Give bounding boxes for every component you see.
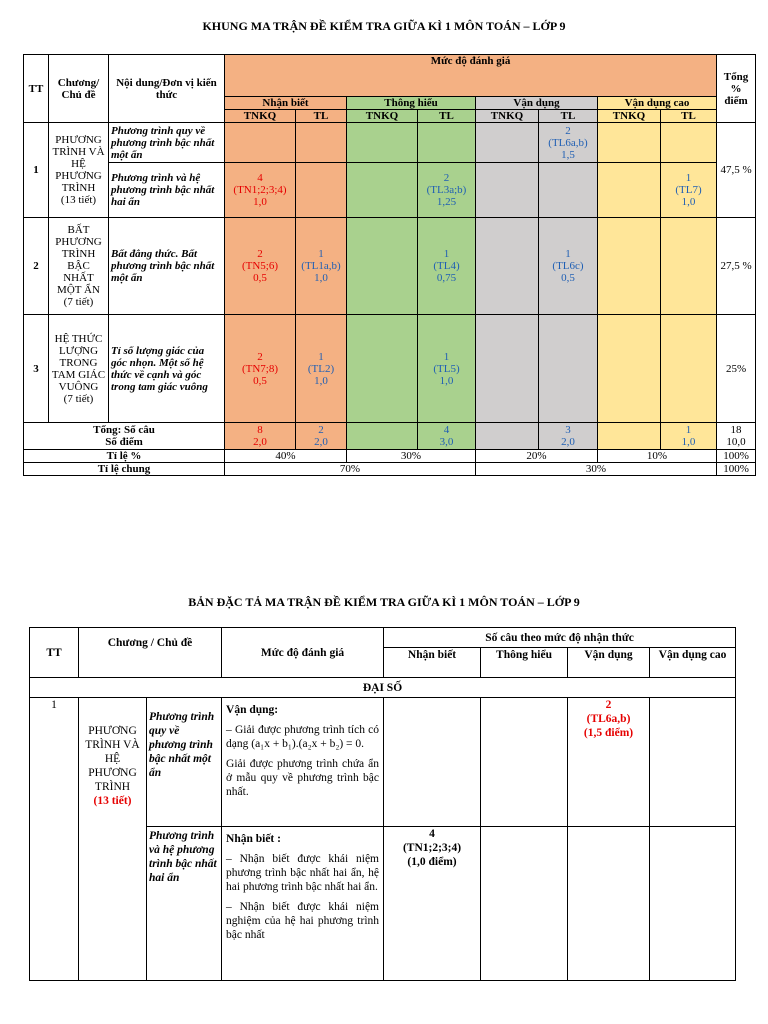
cell-nb-tnkq: 2 (TN5;6) 0,5 <box>225 218 296 315</box>
header-chuong: Chương/ Chủ đề <box>49 55 109 123</box>
total-all: 18 10,0 <box>717 423 756 450</box>
content-unit: Bất đẳng thức. Bất phương trình bậc nhất một ẩn <box>109 218 225 315</box>
total-nb-tnkq: 8 2,0 <box>225 423 296 450</box>
total-vdc-tl: 1 1,0 <box>661 423 717 450</box>
row-tt: 1 <box>30 698 79 981</box>
header-tl: TL <box>539 110 598 123</box>
header-van-dung: Vận dụng <box>568 648 650 678</box>
row-total: 47,5 % <box>717 123 756 218</box>
general-ratio-b: 30% <box>476 463 717 476</box>
cell-vdc-tl: 1 (TL7) 1,0 <box>661 163 717 218</box>
total-th-tl: 4 3,0 <box>418 423 476 450</box>
header-chuong: Chương / Chủ đề <box>79 628 222 678</box>
row-total: 25% <box>717 315 756 423</box>
cell-th-tl: 1 (TL4) 0,75 <box>418 218 476 315</box>
ratio-nb: 40% <box>225 450 347 463</box>
spec-title: BẢN ĐẶC TẢ MA TRẬN ĐỀ KIỂM TRA GIỮA KÌ 1 MÔN TOÁN – LỚP 9 <box>188 595 580 609</box>
header-tl: TL <box>661 110 717 123</box>
cell-th-tl: 1 (TL5) 1,0 <box>418 315 476 423</box>
chapter-periods: (13 tiết) <box>60 194 97 206</box>
general-ratio-label: Tỉ lệ chung <box>24 463 225 476</box>
header-mucdo: Mức độ đánh giá <box>225 55 717 97</box>
header-tt: TT <box>24 55 49 123</box>
content-unit: Phương trình quy về phương trình bậc nhất một ẩn <box>109 123 225 163</box>
header-tl: TL <box>418 110 476 123</box>
header-tnkq: TNKQ <box>347 110 418 123</box>
section-heading: ĐẠI SỐ <box>30 678 736 698</box>
header-van-dung: Vận dụng <box>476 97 598 110</box>
cell-van-dung: 2 (TL6a,b) (1,5 điểm) <box>568 698 650 827</box>
chapter-name: BẤT PHƯƠNG TRÌNH BẬC NHẤT MỘT ẨN <box>55 224 102 296</box>
header-nhan-biet: Nhận biết <box>384 648 481 678</box>
chapter-periods: (13 tiết) <box>93 795 132 807</box>
header-tong: Tổng % điểm <box>717 55 756 123</box>
header-tnkq: TNKQ <box>598 110 661 123</box>
chapter-cell <box>79 698 147 981</box>
row-tt: 2 <box>24 218 49 315</box>
cell-nb-tnkq: 4 (TN1;2;3;4) 1,0 <box>225 163 296 218</box>
content-unit: Tỉ số lượng giác của góc nhọn. Một số hệ thức về cạnh và góc trong tam giác vuông <box>109 315 225 423</box>
assessment-description: Vận dụng: – Giải được phương trình tích có dạng (a₁x + b₁).(a₂x + b₂) = 0. Giải được phương trình chứa ẩn ở mẫu quy về phương trình bậc nhất. <box>222 698 384 827</box>
chapter-periods: (7 tiết) <box>63 296 94 308</box>
total-nb-tl: 2 2,0 <box>296 423 347 450</box>
header-mucdo: Mức độ đánh giá <box>222 628 384 678</box>
header-thong-hieu: Thông hiểu <box>347 97 476 110</box>
cell-nb-tnkq: 2 (TN7;8) 0,5 <box>225 315 296 423</box>
ratio-label: Tỉ lệ % <box>24 450 225 463</box>
spec-table <box>29 627 736 981</box>
header-noidung: Nội dung/Đơn vị kiến thức <box>109 55 225 123</box>
chapter-name: HỆ THỨC LƯỢNG TRONG TAM GIÁC VUÔNG <box>51 332 106 393</box>
totals-label: Tổng: Số câu Số điểm <box>24 423 225 450</box>
chapter-cell <box>49 218 109 315</box>
ratio-th: 30% <box>347 450 476 463</box>
general-ratio-all: 100% <box>717 463 756 476</box>
ratio-all: 100% <box>717 450 756 463</box>
ratio-vdc: 10% <box>598 450 717 463</box>
header-van-dung-cao: Vận dụng cao <box>650 648 736 678</box>
cell-nb-tl: 1 (TL2) 1,0 <box>296 315 347 423</box>
header-van-dung-cao: Vận dụng cao <box>598 97 717 110</box>
assessment-description: Nhận biết : – Nhận biết được khái niệm phương trình bậc nhất hai ẩn, hệ hai phương trình bậc nhất hai ẩn. – Nhận biết được khái niệm nghiệm của hệ hai phương trình bậc nhất <box>222 827 384 981</box>
cell-nb-tl: 1 (TL1a,b) 1,0 <box>296 218 347 315</box>
chapter-cell <box>49 123 109 218</box>
header-tl: TL <box>296 110 347 123</box>
row-total: 27,5 % <box>717 218 756 315</box>
cell-vd-tl: 2 (TL6a,b) 1,5 <box>539 123 598 163</box>
header-thong-hieu: Thông hiểu <box>481 648 568 678</box>
header-tnkq: TNKQ <box>476 110 539 123</box>
content-unit: Phương trình và hệ phương trình bậc nhất hai ẩn <box>147 827 222 981</box>
row-tt: 3 <box>24 315 49 423</box>
chapter-periods: (7 tiết) <box>63 392 94 405</box>
total-vd-tl: 3 2,0 <box>539 423 598 450</box>
page-title: KHUNG MA TRẬN ĐỀ KIỂM TRA GIỮA KÌ 1 MÔN TOÁN – LỚP 9 <box>202 19 566 33</box>
chapter-name: PHƯƠNG TRÌNH VÀ HỆ PHƯƠNG TRÌNH <box>85 725 140 793</box>
general-ratio-a: 70% <box>225 463 476 476</box>
header-socau: Số câu theo mức độ nhận thức <box>384 628 736 648</box>
matrix-table <box>23 54 756 476</box>
row-tt: 1 <box>24 123 49 218</box>
header-tnkq: TNKQ <box>225 110 296 123</box>
chapter-name: PHƯƠNG TRÌNH VÀ HỆ PHƯƠNG TRÌNH <box>52 134 105 194</box>
content-unit: Phương trình quy về phương trình bậc nhất một ẩn <box>147 698 222 827</box>
cell-vd-tl: 1 (TL6c) 0,5 <box>539 218 598 315</box>
ratio-vd: 20% <box>476 450 598 463</box>
header-tt: TT <box>30 628 79 678</box>
chapter-cell <box>49 315 109 423</box>
header-nhan-biet: Nhận biết <box>225 97 347 110</box>
content-unit: Phương trình và hệ phương trình bậc nhất hai ẩn <box>109 163 225 218</box>
cell-th-tl: 2 (TL3a;b) 1,25 <box>418 163 476 218</box>
cell-nhan-biet: 4 (TN1;2;3;4) (1,0 điểm) <box>384 827 481 981</box>
